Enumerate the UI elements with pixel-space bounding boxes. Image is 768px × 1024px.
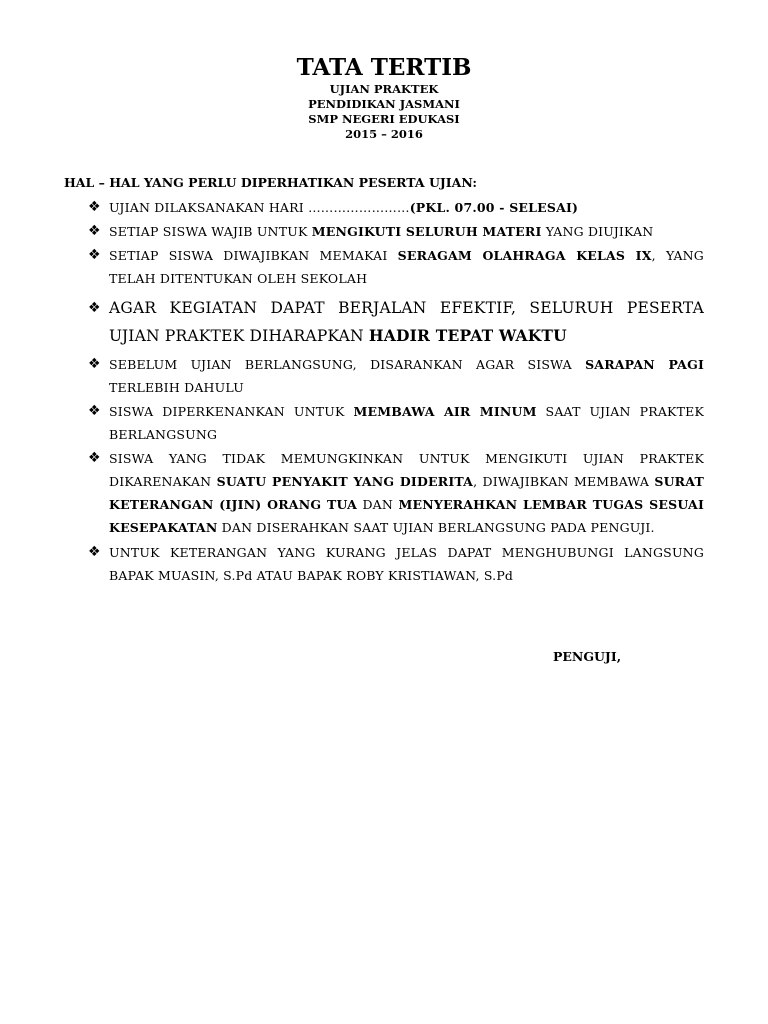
signature-label: PENGUJI, — [553, 649, 622, 664]
document-header — [0, 54, 768, 142]
rule-item: ❖ SISWA DIPERKENANKAN UNTUK MEMBAWA AIR MINUM SAAT UJIAN PRAKTEK BERLANGSUNG — [88, 400, 704, 446]
exam-name: UJIAN PRAKTEK — [329, 82, 439, 96]
rule-item: ❖ SETIAP SISWA WAJIB UNTUK MENGIKUTI SELURUH MATERI YANG DIUJIKAN — [88, 220, 704, 243]
diamond-bullet-icon: ❖ — [88, 544, 101, 560]
diamond-bullet-icon: ❖ — [88, 450, 101, 466]
diamond-bullet-icon: ❖ — [88, 300, 101, 316]
academic-year: 2015 – 2016 — [345, 127, 423, 141]
diamond-bullet-icon: ❖ — [88, 403, 101, 419]
diamond-bullet-icon: ❖ — [88, 356, 101, 372]
intro-heading: HAL – HAL YANG PERLU DIPERHATIKAN PESERTA UJIAN: — [64, 175, 477, 190]
diamond-bullet-icon: ❖ — [88, 247, 101, 263]
rule-item: ❖ SISWA YANG TIDAK MEMUNGKINKAN UNTUK MENGIKUTI UJIAN PRAKTEK DIKARENAKAN SUATU PENYAKIT YANG DIDERITA, DIWAJIBKAN MEMBAWA SURAT KETERANGAN (IJIN) ORANG TUA DAN MENYERAHKAN LEMBAR TUGAS SESUAI KESEPAKATAN DAN DISERAHKAN SAAT UJIAN BERLANGSUNG PADA PENGUJI. — [88, 447, 704, 539]
subject-name: PENDIDIKAN JASMANI — [308, 97, 460, 111]
diamond-bullet-icon: ❖ — [88, 199, 101, 215]
rules-list — [88, 196, 704, 588]
rule-item: ❖ SETIAP SISWA DIWAJIBKAN MEMAKAI SERAGAM OLAHRAGA KELAS IX, YANG TELAH DITENTUKAN OLEH SEKOLAH — [88, 244, 704, 290]
diamond-bullet-icon: ❖ — [88, 223, 101, 239]
document-title: TATA TERTIB — [296, 54, 472, 81]
rule-item: ❖ AGAR KEGIATAN DAPAT BERJALAN EFEKTIF, SELURUH PESERTA UJIAN PRAKTEK DIHARAPKAN HADIR TEPAT WAKTU — [88, 295, 704, 350]
rule-item: ❖ UNTUK KETERANGAN YANG KURANG JELAS DAPAT MENGHUBUNGI LANGSUNG BAPAK MUASIN, S.Pd ATAU BAPAK ROBY KRISTIAWAN, S.Pd — [88, 541, 704, 587]
school-name: SMP NEGERI EDUKASI — [308, 112, 460, 126]
rule-item: ❖ UJIAN DILAKSANAKAN HARI ……………………(PKL. 07.00 - SELESAI) — [88, 196, 704, 219]
rule-item: ❖ SEBELUM UJIAN BERLANGSUNG, DISARANKAN AGAR SISWA SARAPAN PAGI TERLEBIH DAHULU — [88, 353, 704, 399]
